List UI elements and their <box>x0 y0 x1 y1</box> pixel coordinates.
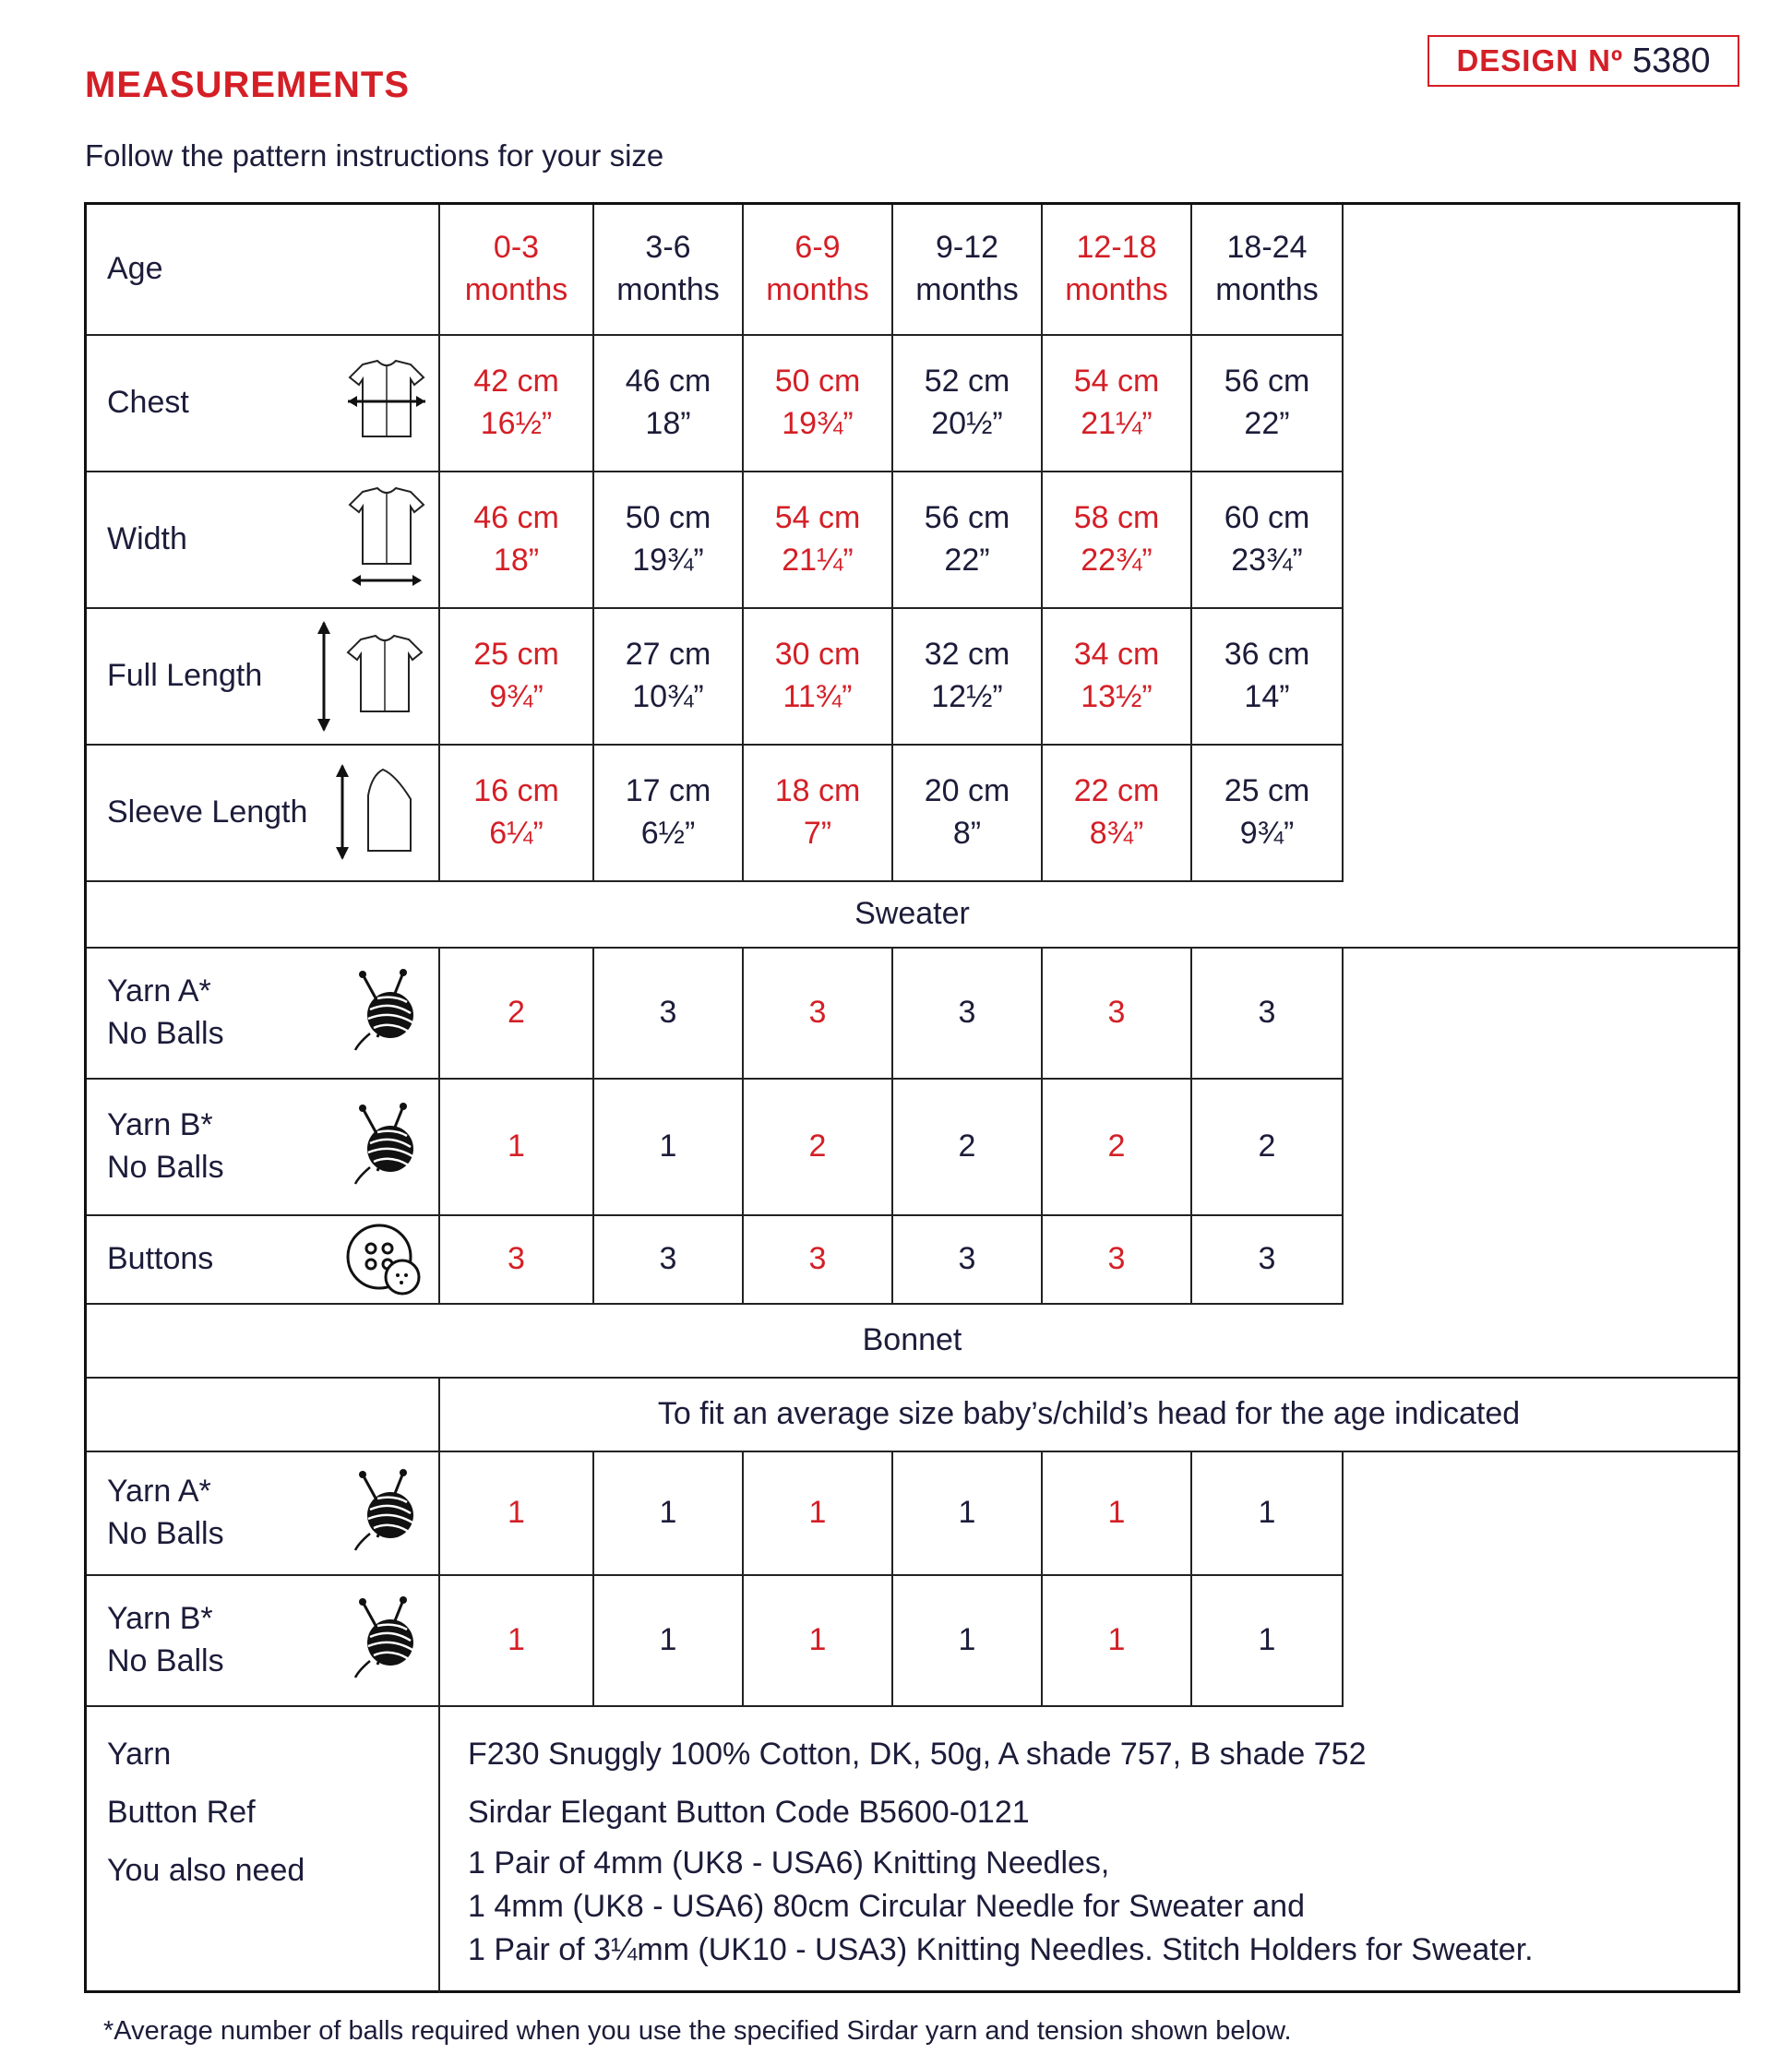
yarn-ball-icon <box>350 967 433 1059</box>
size-unit: months <box>915 272 1019 307</box>
bonnet-heading <box>87 1305 1738 1379</box>
design-number: 5380 <box>1632 41 1711 80</box>
bonnet-yarn-a-label <box>87 1452 440 1576</box>
cm-value: 16 cm <box>473 773 559 809</box>
sleeve-length-label-text: Sleeve Length <box>107 794 308 830</box>
sweater-yarn-a-value: 2 <box>508 995 525 1031</box>
size-header-4 <box>1043 205 1192 336</box>
size-range: 3-6 <box>645 230 691 266</box>
cm-value: 36 cm <box>1224 637 1310 673</box>
size-unit: months <box>616 272 720 307</box>
cm-value: 56 cm <box>1224 364 1310 400</box>
cm-value: 54 cm <box>1073 364 1160 400</box>
bonnet-yarn-b-value: 1 <box>508 1622 525 1658</box>
inch-value: 6¼” <box>489 816 544 851</box>
bonnet-yarn-b-cell <box>594 1576 744 1707</box>
bonnet-yarn-b-value: 1 <box>1258 1622 1276 1658</box>
yarn-ball-icon <box>350 1101 433 1193</box>
bonnet-yarn-b-cell <box>1043 1576 1192 1707</box>
chest-cell <box>744 336 893 472</box>
yarn-ball-icon <box>350 1594 433 1687</box>
also-need-line: 1 Pair of 3¼mm (UK10 - USA3) Knitting Needles. Stitch Holders for Sweater. <box>468 1932 1534 1967</box>
yarn-value: F230 Snuggly 100% Cotton, DK, 50g, A shade 757, B shade 752 <box>468 1737 1367 1772</box>
sweater-yarn-b-value: 2 <box>1258 1129 1276 1164</box>
inch-value: 7” <box>803 816 832 851</box>
yarn-label: Yarn <box>107 1737 172 1772</box>
bonnet-yarn-b-label-text: Yarn B* No Balls <box>107 1601 224 1678</box>
sweater-buttons-value: 3 <box>958 1241 976 1277</box>
sweater-yarn-a-label-text: Yarn A* No Balls <box>107 973 224 1051</box>
size-unit: months <box>1065 272 1168 307</box>
sweater-heading-text: Sweater <box>854 896 970 932</box>
sweater-buttons-cell <box>744 1216 893 1305</box>
chest-measure-icon <box>340 357 433 449</box>
sweater-buttons-cell <box>440 1216 594 1305</box>
cm-value: 52 cm <box>924 364 1010 400</box>
button-ref-value: Sirdar Elegant Button Code B5600-0121 <box>468 1795 1030 1830</box>
size-range: 0-3 <box>493 230 540 266</box>
inch-value: 21¼” <box>1081 406 1153 441</box>
sweater-buttons-cell <box>594 1216 744 1305</box>
inch-value: 18” <box>645 406 691 441</box>
inch-value: 22” <box>1244 406 1290 441</box>
sweater-yarn-a-value: 3 <box>1258 995 1276 1031</box>
inch-value: 8” <box>952 816 982 851</box>
sweater-yarn-b-cell <box>440 1080 594 1216</box>
bonnet-yarn-b-value: 1 <box>1107 1622 1126 1658</box>
cm-value: 54 cm <box>774 500 861 536</box>
chest-label <box>87 336 440 472</box>
full-length-cell <box>893 609 1043 746</box>
cm-value: 20 cm <box>924 773 1010 809</box>
sweater-yarn-a-cell <box>744 949 893 1080</box>
sleeve-length-cell <box>744 746 893 882</box>
full-length-cell <box>1192 609 1344 746</box>
sweater-yarn-b-label <box>87 1080 440 1216</box>
size-unit: months <box>464 272 568 307</box>
inch-value: 13½” <box>1081 679 1153 714</box>
sweater-buttons-value: 3 <box>508 1241 525 1277</box>
bonnet-yarn-a-cell <box>594 1452 744 1576</box>
sweater-buttons-cell <box>893 1216 1043 1305</box>
sweater-yarn-b-cell <box>594 1080 744 1216</box>
cm-value: 46 cm <box>473 500 559 536</box>
bonnet-yarn-a-value: 1 <box>808 1495 827 1531</box>
cm-value: 22 cm <box>1073 773 1160 809</box>
design-number-box <box>1428 35 1739 87</box>
full-length-label-text: Full Length <box>107 658 263 694</box>
inch-value: 8¾” <box>1089 816 1144 851</box>
info-values <box>440 1707 1738 1993</box>
inch-value: 23¾” <box>1231 543 1303 578</box>
size-range: 6-9 <box>794 230 841 266</box>
full-length-measure-icon <box>313 619 433 734</box>
bonnet-note <box>440 1379 1738 1452</box>
bonnet-yarn-a-value: 1 <box>508 1495 525 1531</box>
subtitle: Follow the pattern instructions for your size <box>85 138 664 173</box>
inch-value: 6½” <box>640 816 696 851</box>
sweater-buttons-value: 3 <box>1107 1241 1126 1277</box>
inch-value: 14” <box>1244 679 1290 714</box>
sweater-yarn-b-value: 2 <box>1107 1129 1126 1164</box>
bonnet-yarn-b-value: 1 <box>808 1622 827 1658</box>
full-length-label <box>87 609 440 746</box>
size-header-3 <box>893 205 1043 336</box>
sweater-yarn-a-value: 3 <box>659 995 677 1031</box>
sweater-buttons-label-text: Buttons <box>107 1241 214 1277</box>
cm-value: 30 cm <box>774 637 861 673</box>
sweater-yarn-b-label-text: Yarn B* No Balls <box>107 1107 224 1185</box>
cm-value: 50 cm <box>774 364 861 400</box>
sweater-yarn-b-cell <box>744 1080 893 1216</box>
inch-value: 19¾” <box>782 406 854 441</box>
chest-cell <box>440 336 594 472</box>
sleeve-length-cell <box>893 746 1043 882</box>
inch-value: 10¾” <box>632 679 704 714</box>
width-measure-icon <box>340 484 433 595</box>
sleeve-length-cell <box>1043 746 1192 882</box>
sweater-yarn-a-cell <box>1043 949 1192 1080</box>
inch-value: 22” <box>944 543 990 578</box>
sweater-buttons-cell <box>1192 1216 1344 1305</box>
age-label <box>87 205 440 336</box>
width-label-text: Width <box>107 521 187 557</box>
cm-value: 34 cm <box>1073 637 1160 673</box>
cm-value: 56 cm <box>924 500 1010 536</box>
bonnet-yarn-a-cell <box>1043 1452 1192 1576</box>
bonnet-yarn-b-cell <box>440 1576 594 1707</box>
bonnet-yarn-a-value: 1 <box>1258 1495 1276 1531</box>
yarn-ball-icon <box>350 1467 433 1559</box>
bonnet-yarn-b-value: 1 <box>958 1622 976 1658</box>
sweater-yarn-a-cell <box>1192 949 1344 1080</box>
cm-value: 46 cm <box>625 364 711 400</box>
cm-value: 58 cm <box>1073 500 1160 536</box>
sweater-buttons-value: 3 <box>808 1241 827 1277</box>
size-range: 12-18 <box>1076 230 1157 266</box>
cm-value: 27 cm <box>625 637 711 673</box>
size-range: 18-24 <box>1226 230 1308 266</box>
cm-value: 25 cm <box>1224 773 1310 809</box>
sleeve-length-measure-icon <box>331 762 433 864</box>
bonnet-yarn-a-label-text: Yarn A* No Balls <box>107 1474 224 1551</box>
width-cell <box>594 472 744 609</box>
sweater-yarn-a-value: 3 <box>808 995 827 1031</box>
width-cell <box>1192 472 1344 609</box>
full-length-cell <box>1043 609 1192 746</box>
also-need-line: 1 Pair of 4mm (UK8 - USA6) Knitting Needles, <box>468 1845 1110 1881</box>
inch-value: 11¾” <box>783 679 853 714</box>
sweater-yarn-a-value: 3 <box>1107 995 1126 1031</box>
sweater-buttons-value: 3 <box>1258 1241 1276 1277</box>
sweater-yarn-a-cell <box>893 949 1043 1080</box>
sweater-buttons-value: 3 <box>659 1241 677 1277</box>
cm-value: 60 cm <box>1224 500 1310 536</box>
chest-cell <box>1043 336 1192 472</box>
bonnet-yarn-a-cell <box>440 1452 594 1576</box>
button-icon <box>340 1218 433 1301</box>
chest-cell <box>893 336 1043 472</box>
cm-value: 18 cm <box>774 773 861 809</box>
page-title: MEASUREMENTS <box>85 65 411 105</box>
sweater-yarn-a-value: 3 <box>958 995 976 1031</box>
info-labels <box>87 1707 440 1993</box>
inch-value: 18” <box>493 543 540 578</box>
inch-value: 19¾” <box>632 543 704 578</box>
sleeve-length-cell <box>440 746 594 882</box>
bonnet-note-spacer <box>87 1379 440 1452</box>
sleeve-length-cell <box>1192 746 1344 882</box>
size-unit: months <box>1215 272 1319 307</box>
inch-value: 22¾” <box>1081 543 1153 578</box>
size-unit: months <box>766 272 869 307</box>
sweater-yarn-b-value: 2 <box>958 1129 976 1164</box>
sweater-yarn-b-value: 1 <box>659 1129 677 1164</box>
cm-value: 42 cm <box>473 364 559 400</box>
sweater-yarn-a-cell <box>594 949 744 1080</box>
bonnet-yarn-a-value: 1 <box>1107 1495 1126 1531</box>
sweater-yarn-b-cell <box>1192 1080 1344 1216</box>
sweater-heading <box>87 882 1738 949</box>
size-range: 9-12 <box>935 230 999 266</box>
bonnet-yarn-a-cell <box>744 1452 893 1576</box>
age-label-text: Age <box>107 251 163 287</box>
width-cell <box>744 472 893 609</box>
bonnet-heading-text: Bonnet <box>862 1322 962 1358</box>
width-cell <box>893 472 1043 609</box>
bonnet-yarn-a-value: 1 <box>958 1495 976 1531</box>
sleeve-length-cell <box>594 746 744 882</box>
bonnet-yarn-a-cell <box>1192 1452 1344 1576</box>
also-need-line: 1 4mm (UK8 - USA6) 80cm Circular Needle for Sweater and <box>468 1889 1305 1924</box>
size-header-1 <box>594 205 744 336</box>
bonnet-yarn-b-cell <box>744 1576 893 1707</box>
bonnet-yarn-b-cell <box>1192 1576 1344 1707</box>
sleeve-length-label <box>87 746 440 882</box>
inch-value: 16½” <box>480 406 553 441</box>
full-length-cell <box>594 609 744 746</box>
full-length-cell <box>440 609 594 746</box>
full-length-cell <box>744 609 893 746</box>
bonnet-note-text: To fit an average size baby’s/child’s head for the age indicated <box>657 1396 1521 1432</box>
width-cell <box>440 472 594 609</box>
sweater-yarn-a-label <box>87 949 440 1080</box>
measurements-table <box>84 202 1740 1993</box>
cm-value: 25 cm <box>473 637 559 673</box>
bonnet-yarn-a-value: 1 <box>659 1495 677 1531</box>
width-label <box>87 472 440 609</box>
inch-value: 21¼” <box>782 543 854 578</box>
cm-value: 17 cm <box>625 773 711 809</box>
size-header-2 <box>744 205 893 336</box>
footnote: *Average number of balls required when you use the specified Sirdar yarn and tension shown below. <box>103 2016 1292 2046</box>
inch-value: 9¾” <box>1239 816 1295 851</box>
chest-cell <box>1192 336 1344 472</box>
cm-value: 50 cm <box>625 500 711 536</box>
bonnet-yarn-a-cell <box>893 1452 1043 1576</box>
bonnet-yarn-b-cell <box>893 1576 1043 1707</box>
size-header-0 <box>440 205 594 336</box>
sweater-buttons-label <box>87 1216 440 1305</box>
bonnet-yarn-b-value: 1 <box>659 1622 677 1658</box>
inch-value: 12½” <box>931 679 1003 714</box>
chest-cell <box>594 336 744 472</box>
cm-value: 32 cm <box>924 637 1010 673</box>
bonnet-yarn-b-label <box>87 1576 440 1707</box>
chest-label-text: Chest <box>107 385 189 421</box>
size-header-5 <box>1192 205 1344 336</box>
width-cell <box>1043 472 1192 609</box>
sweater-yarn-b-value: 1 <box>508 1129 525 1164</box>
sweater-yarn-b-cell <box>1043 1080 1192 1216</box>
button-ref-label: Button Ref <box>107 1795 256 1830</box>
sweater-yarn-b-value: 2 <box>808 1129 827 1164</box>
inch-value: 20½” <box>931 406 1003 441</box>
design-label: DESIGN Nº <box>1456 43 1624 78</box>
sweater-yarn-a-cell <box>440 949 594 1080</box>
inch-value: 9¾” <box>489 679 544 714</box>
sweater-yarn-b-cell <box>893 1080 1043 1216</box>
sweater-buttons-cell <box>1043 1216 1192 1305</box>
also-need-label: You also need <box>107 1853 305 1888</box>
